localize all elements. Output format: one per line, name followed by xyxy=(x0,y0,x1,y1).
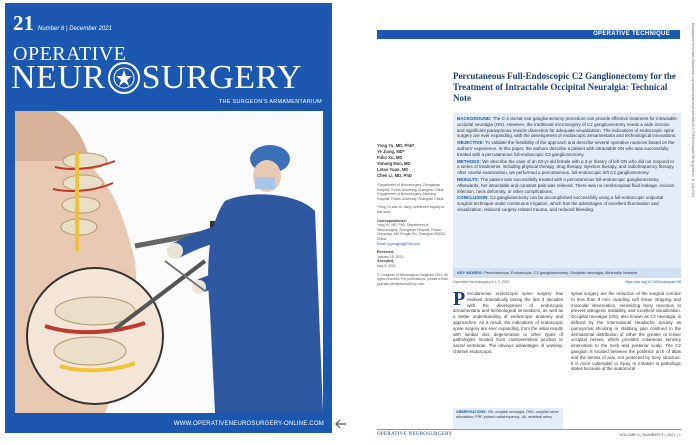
download-note: Downloaded from https://academic.oup.com/ons/advance-article/doi/10.1093/ons/opab198 by guest on 11 July 2021 xyxy=(691,23,695,198)
abstract-results: RESULTS: The patient was successfully treated with a percutaneous full-endoscopic ganglionectomy. Afterwards, her intractable and constant pain was relieved. There was no cerebrospinal fluid leakage, incision infection, neck deformity, or other complications. xyxy=(457,176,675,194)
doi-link[interactable]: https://doi.org/10.1093/ons/opab198 xyxy=(624,280,681,284)
affiliations: *Department of Neurosurgery, Zhongshan Hospital, Fudan University, Shanghai, China; *Department of Neurosurgery, Minhang Hospital, Fudan University, Shanghai, China xyxy=(377,183,445,201)
section-label: OPERATIVE TECHNIQUE xyxy=(377,30,680,39)
footer-volume: VOLUME 0 | NUMBER 0 | 2021 | 1 xyxy=(619,432,681,437)
correspondence-email[interactable]: Email: yuyongjing@163.com xyxy=(377,241,421,246)
received-date: January 15, 2021. xyxy=(377,254,405,259)
cns-seal-icon xyxy=(107,61,141,95)
abbreviations-heading: ABBREVIATIONS: xyxy=(456,410,487,414)
keywords-heading: KEY WORDS: xyxy=(457,270,483,275)
body-text: ercutaneous endoscopic spine surgery has evolved dramatically during the last 3 decades with the development of endoscopic armamentaria and technological innovations, as well as a better understanding of endoscopic anatomy and approaches. As a result, the indications of endoscopic spine surgery are ever expanding, from the initial results with lumbar disc degeneration to other types of pathologies located from craniovertebral junction to sacral vertebrae. The obvious advantages of working-channel endoscopic xyxy=(453,291,563,354)
author-name: Ye Jiang, MD* xyxy=(377,149,405,154)
keywords-list: Percutaneous, Endoscopic, C2 ganglionectomy, Occipital neuralgia, Minimally invasive xyxy=(484,270,638,275)
cover-title-neur: NEUR xyxy=(11,59,106,96)
abstract-conclusion: CONCLUSION: C2 ganglionectomy can be accomplished successfully using a full-endoscopic uniportal surgical technique under continuous irrigation, which has the advantages of excellent illumination and visualization, reduced surgery-related trauma, and reduced bleeding. xyxy=(457,195,664,212)
page-footer xyxy=(377,429,681,437)
author-sidebar xyxy=(377,143,449,286)
citation-line xyxy=(453,280,681,284)
keywords-bar xyxy=(453,268,681,278)
copyright: © Congress of Neurological Surgeons 2021. All rights reserved. For permissions, please e-mail: journals.permissions@oup.com xyxy=(377,272,449,286)
abbreviations-list: ON, occipital neuralgia; ONS, occipital nerve stimulation; PRF, pulsed radiofrequency; VA, vertebral artery xyxy=(456,410,559,419)
author-name: Chen Li, MD, PhD xyxy=(377,173,412,178)
author-name: Yong Yu, MD, PhD* xyxy=(377,143,415,148)
abstract-box xyxy=(453,113,681,278)
author-name: Yuhang Mao, MD xyxy=(377,161,411,166)
cover-title-line1: OPERATIVE xyxy=(13,43,127,65)
body-column-1 xyxy=(453,288,563,372)
cover-issue: Number 6 | December 2021 xyxy=(38,26,112,32)
accepted-date: May 5, 2021. xyxy=(377,263,397,268)
download-watermark xyxy=(689,23,695,423)
abbreviations-box xyxy=(453,408,563,430)
cover-title-line2 xyxy=(11,61,302,95)
footer-journal-logo: OPERATIVE NEUROSURGERY xyxy=(377,432,453,437)
cover-volume: 21 xyxy=(13,11,34,35)
author-name: Lotao Yuan, MD xyxy=(377,167,409,172)
article-body xyxy=(453,288,681,372)
dates xyxy=(377,250,449,268)
abstract-methods: METHODS: We describe the case of an 83-yr-old female with a 2-yr history of left ON who did not respond to a series of treatments, including physical therapy, drug therapy, injection therapy, and radiofrequency therapy. After careful examination, we performed a percutaneous, full-endoscopic left C2 ganglionectomy. xyxy=(457,158,675,176)
correspondence-heading: Correspondence: xyxy=(377,218,407,223)
cover-tagline: THE SURGEON'S ARMAMENTARIUM xyxy=(218,99,322,105)
accepted-heading: Accepted, xyxy=(377,259,395,264)
received-heading: Received, xyxy=(377,250,394,255)
correspondence: Yong Yu, MD, PhD, Department of Neurosurgery, Zhongshan Hospital, Fudan University, 180 Fenglin Rd, Shanghai 200032, China. xyxy=(377,223,446,241)
cover-header xyxy=(13,11,112,36)
body-text: spinal surgery are the reduction of the surgical corridor to less than 8 mm, avoiding soft tissue stripping and muscular denervation, minimizing bony resection to prevent iatrogenic instability, and excellent visualization. Occipital neuralgia (ON), also known as C2 neuralgia, is defined by the International Headache Society as paroxysmal shooting or stabbing pain confined to the dermatomal distribution of either the greater or lesser occipital nerves, which provides cutaneous sensory innervation to the neck and posterior scalp. The C2 ganglion is located between the posterior arch of atlas and the lamina of axis, not protected by bony structure. It is more vulnerable to injury or irritation in pathologic states because of the anatomical xyxy=(571,291,681,372)
equal-contribution-note: *Yong Yu and Ye Jiang contributed equally to this work. xyxy=(377,205,445,214)
article-page xyxy=(365,3,700,441)
drop-cap: P xyxy=(453,288,466,310)
citation: Operative Neurosurgery 0:1–7, 2021 xyxy=(453,280,510,284)
cover-illustration xyxy=(15,111,323,413)
article-title: Percutaneous Full-Endoscopic C2 Ganglionectomy for the Treatment of Intractable Occipital Neuralgia: Technical Note xyxy=(453,71,676,103)
abstract-background: BACKGROUND: The C-2 dorsal root ganglionectomy procedure can provide effective treatment for intractable occipital neuralgia (ON). However, the traditional microsurgery of C2 ganglionectomy needs a wide incision and significant paraspinous muscle dissection for adequate visualization. The indications of endoscopic spine surgery are ever expanding, with the development of endoscopic armamentaria and technological innovations. xyxy=(457,116,677,139)
body-column-2 xyxy=(571,291,681,372)
journal-cover xyxy=(5,3,332,433)
cover-url: WWW.OPERATIVENEUROSURGERY-ONLINE.COM xyxy=(173,421,324,427)
arrow-left-icon[interactable] xyxy=(335,418,347,430)
abstract-objective: OBJECTIVE: To validate the feasibility of the approach and describe several operative nuances based on the authors' experience. In this paper, the authors describe a patient with intractable ON who was successfully treated with a percutaneous full-endoscopic C2 ganglionectomy. xyxy=(457,140,675,157)
cover-title-surgery: SURGERY xyxy=(141,59,302,96)
author-name: Fulin Xu, MD xyxy=(377,155,403,160)
